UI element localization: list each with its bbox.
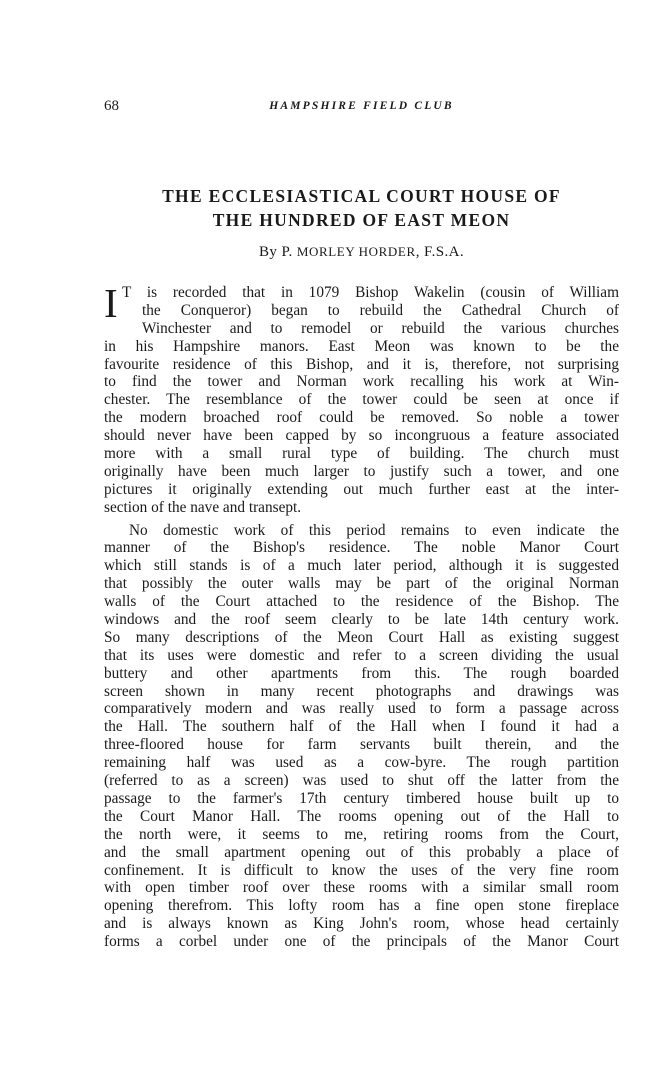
text-line: and the small apartment opening out of this probably a place of <box>104 843 619 861</box>
byline <box>104 244 619 261</box>
text-line: T is recorded that in 1079 Bishop Wakelin (cousin of William <box>122 284 619 301</box>
text-line: the Conqueror) began to rebuild the Cathedral Church of <box>142 301 619 319</box>
paragraph-2 <box>104 522 619 951</box>
text-line: walls of the Court attached to the residence of the Bishop. The <box>104 593 619 611</box>
text-line: chester. The resemblance of the tower could be seen at once if <box>104 391 619 409</box>
text-line: which still stands is of a much later period, although it is suggested <box>104 557 619 575</box>
title-line-2: THE HUNDRED OF EAST MEON <box>212 210 511 230</box>
text-line: opening therefrom. This lofty room has a fine open stone fireplace <box>104 897 619 915</box>
text-line: the modern broached roof could be removed. So noble a tower <box>104 409 619 427</box>
text-line: favourite residence of this Bishop, and it is, therefore, not surprising <box>104 355 619 373</box>
text-line: comparatively modern and was really used to form a passage across <box>104 700 619 718</box>
text-line: originally have been much larger to justify such a tower, and one <box>104 462 619 480</box>
text-line: in his Hampshire manors. East Meon was known to be the <box>104 337 619 355</box>
byline-suffix: , F.S.A. <box>415 244 465 260</box>
text-line: remaining half was used as a cow-byre. The rough partition <box>104 754 619 772</box>
title-line-1: THE ECCLESIASTICAL COURT HOUSE OF <box>162 186 561 206</box>
text-line: pictures it originally extending out much further east at the inter- <box>104 480 619 498</box>
page-number: 68 <box>104 98 119 114</box>
text-line: buttery and other apartments from this. The rough boarded <box>104 664 619 682</box>
text-line: passage to the farmer's 17th century timbered house built up to <box>104 789 619 807</box>
paragraph-1 <box>104 280 619 517</box>
text-line: with open timber roof over these rooms with a similar small room <box>104 879 619 897</box>
text-line: the north were, it seems to me, retiring rooms from the Court, <box>104 825 619 843</box>
article-body <box>104 280 619 951</box>
text-line: screen shown in many recent photographs and drawings was <box>104 682 619 700</box>
text-line: more with a small rural type of building. The church must <box>104 445 619 463</box>
byline-prefix: By P. <box>258 244 293 260</box>
article-title <box>104 184 619 232</box>
text-line: that its uses were domestic and refer to a screen dividing the usual <box>104 646 619 664</box>
text-line: No domestic work of this period remains to even indicate the <box>129 521 619 539</box>
author-name: MORLEY HORDER <box>296 244 416 259</box>
text-line: to find the tower and Norman work recalling his work at Win- <box>104 373 619 391</box>
text-line: and is always known as King John's room, whose head certainly <box>104 915 619 933</box>
text-line: that possibly the outer walls may be part of the original Norman <box>104 575 619 593</box>
text-line: confinement. It is difficult to know the uses of the very fine room <box>104 861 619 879</box>
text-line: So many descriptions of the Meon Court Hall as existing suggest <box>104 628 619 646</box>
text-line: the Hall. The southern half of the Hall when I found it had a <box>104 718 619 736</box>
text-line: section of the nave and transept. <box>104 498 302 516</box>
text-line: Winchester and to remodel or rebuild the various churches <box>142 319 619 337</box>
running-head: HAMPSHIRE FIELD CLUB <box>269 100 454 112</box>
text-line: manner of the Bishop's residence. The noble Manor Court <box>104 539 619 557</box>
text-line: the Court Manor Hall. The rooms opening out of the Hall to <box>104 807 619 825</box>
text-line: (referred to as a screen) was used to shut off the latter from the <box>104 772 619 790</box>
text-line: windows and the roof seem clearly to be late 14th century work. <box>104 611 619 629</box>
text-line: three-floored house for farm servants built therein, and the <box>104 736 619 754</box>
text-line: should never have been capped by so incongruous a feature associated <box>104 427 619 445</box>
drop-cap: I <box>104 280 118 326</box>
text-line: forms a corbel under one of the principals of the Manor Court <box>104 933 619 951</box>
page-header <box>104 98 619 116</box>
